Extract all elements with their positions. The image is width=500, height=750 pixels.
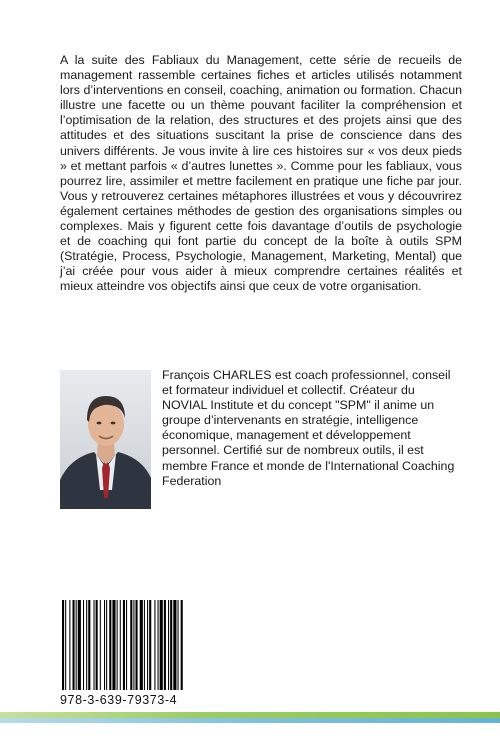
author-photo (60, 370, 151, 509)
barcode-image (60, 600, 220, 692)
isbn-number: 978-3-639-79373-4 (60, 693, 178, 707)
author-bio: François CHARLES est coach professionnel, conseil et formateur individuel et collectif. Créateur du NOVIAL Institute et du concept "SPM" il anime un groupe d’intervenants en stratégie, intelligence économique, management et développement personnel. Certifié sur de nombreux outils, il est membre France et monde de l'International Coaching Federation (162, 368, 455, 488)
cover-band-white (0, 723, 500, 750)
barcode (60, 600, 220, 708)
back-cover-blurb: A la suite des Fabliaux du Management, cette série de recueils de management rassemble certaines fiches et articles utilisés notamment lors d’interventions en conseil, coaching, animation ou formation. Chacun illustre une facette ou un thème pouvant faciliter la compréhension et l’optimisation de la relation, des structures et des projets ainsi que des attitudes et des situations suscitant la prise de conscience dans des univers différents. Je vous invite à lire ces histoires sur « vos deux pieds » et mettant parfois « d’autres lunettes ». Comme pour les fabliaux, vous pourrez lire, assimiler et mettre facilement en pratique une fiche par jour. Vous y retrouverez certaines métaphores illustrées et vous y découvrirez également certaines méthodes de gestion des organisations simples ou complexes. Mais y figurent cette fois davantage d’outils de psychologie et de coaching qui font partie du concept de la boîte à outils SPM (Stratégie, Process, Psychologie, Management, Marketing, Mental) que j’ai créée pour vous aider à mieux comprendre certaines réalités et mieux atteindre vos objectifs ainsi que ceux de votre organisation. (60, 53, 462, 294)
author-portrait-image (60, 370, 151, 509)
